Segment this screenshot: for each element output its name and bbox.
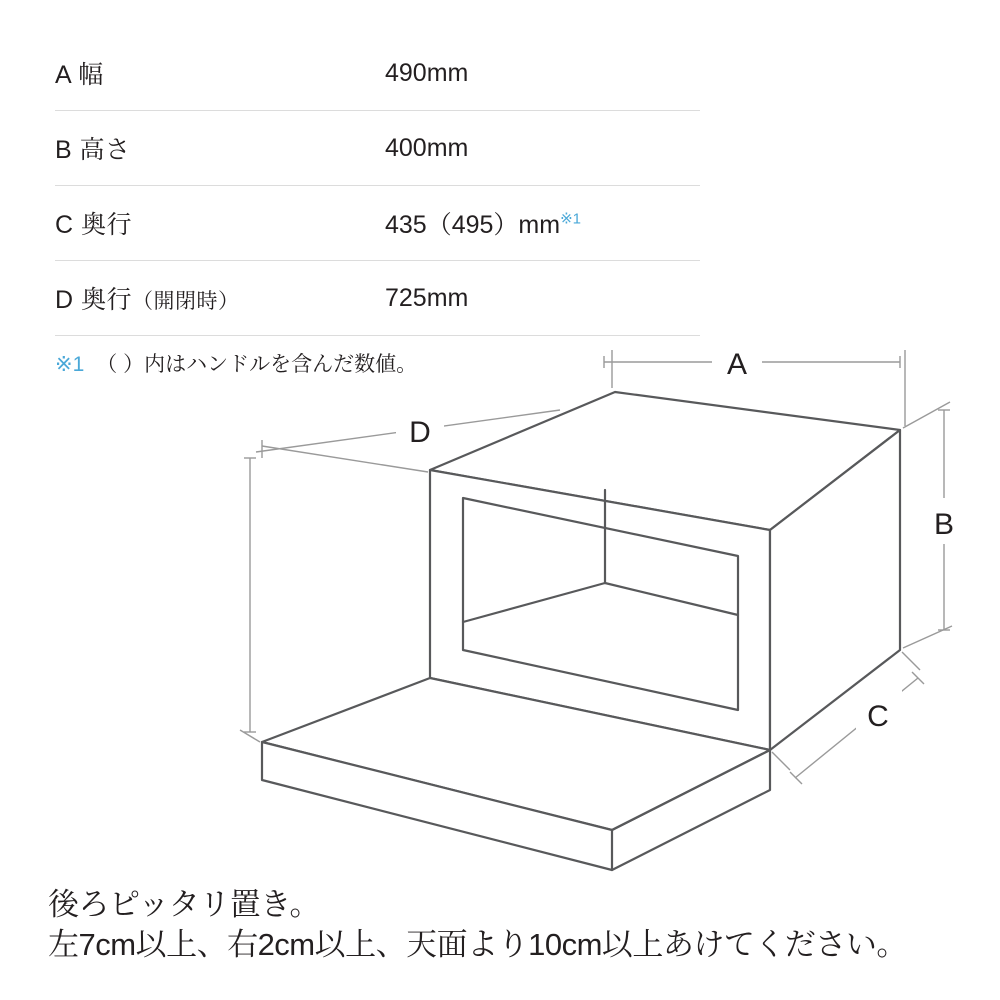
spec-value-text: 400mm [385,133,469,162]
spec-value-text: 490mm [385,58,469,87]
placement-caption [48,885,978,966]
dim-label-b: B [933,508,955,541]
spec-name: 奥行 [81,286,133,314]
caption-line-1: 後ろピッタリ置き。 [48,887,321,922]
table-row [55,111,700,186]
spec-value-text: 435（495）mm [385,211,561,239]
spec-key: D [55,286,74,314]
diagram-svg [0,330,1000,890]
dim-label-c: C [867,700,889,733]
spec-key: A [55,61,71,89]
spec-value-text: 725mm [385,283,469,312]
dimension-diagram [0,330,1000,890]
table-row [55,186,700,261]
spec-name: 奥行 [81,211,133,239]
oven-body [262,392,900,870]
table-row [55,261,700,336]
spec-label [55,280,385,316]
spec-key: B [55,136,73,164]
footnote-mark: ※1 [55,353,85,376]
footnote-text: （ ）内はハンドルを含んだ数値。 [96,353,418,376]
spec-name-sub: （開閉時） [132,290,240,313]
table-row [55,36,700,111]
spec-table [55,36,700,336]
spec-value [385,134,468,163]
spec-value [385,205,581,241]
footnote-reference: ※1 [560,210,581,228]
dim-label-d: D [409,416,431,449]
spec-label [55,205,385,241]
dim-label-a: A [726,348,748,381]
spec-label [55,130,385,166]
caption-line-2: 左7cm以上、右2cm以上、天面より10cm以上あけてください。 [48,927,907,963]
spec-value [385,284,468,313]
spec-label [55,55,385,91]
spec-key: C [55,211,74,239]
spec-value [385,59,468,88]
spec-name: 幅 [78,61,104,89]
spec-name: 高さ [79,136,131,164]
